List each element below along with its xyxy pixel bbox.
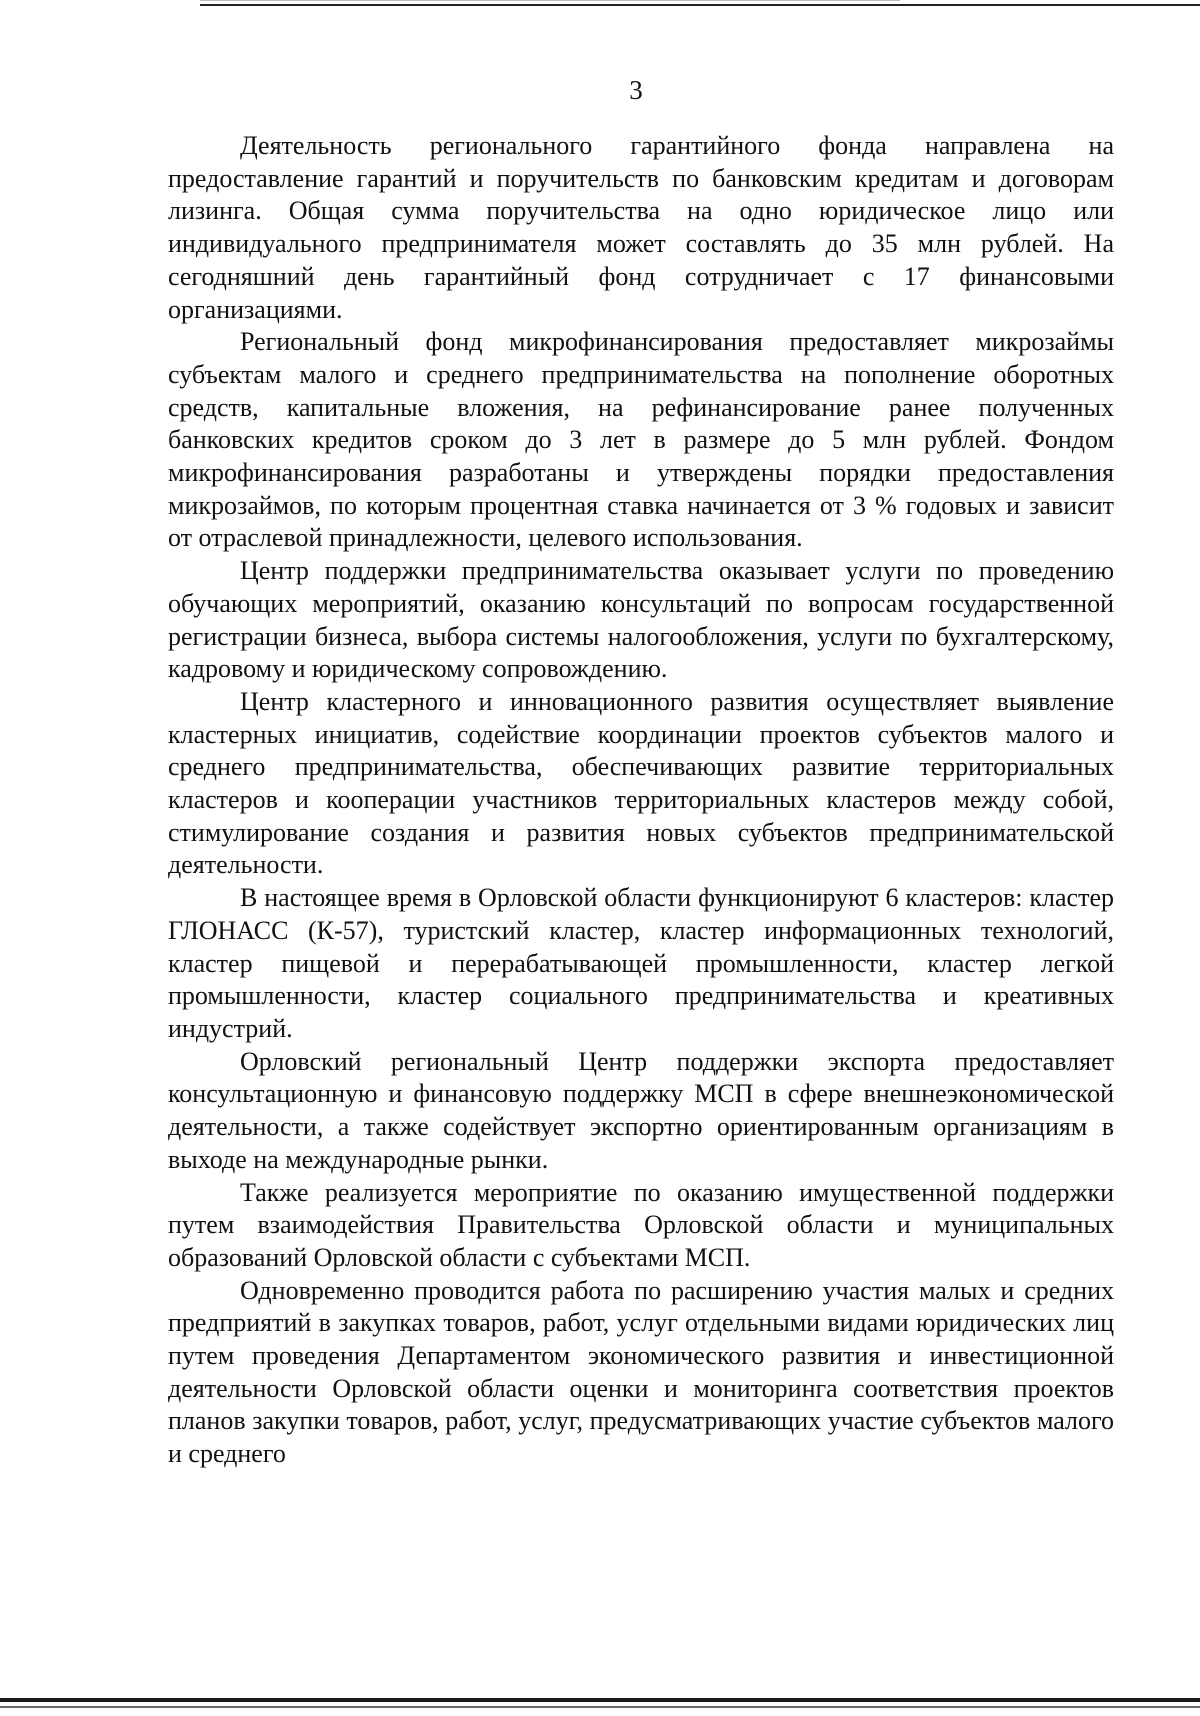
scan-top-edge [200, 4, 1200, 6]
paragraph-guarantee-fund: Деятельность регионального гарантийного фонда направлена на предоставление гарантий и поручительств по банковским кредитам и договорам лизинга. Общая сумма поручительства на одно юридическое лицо или индивидуального предпринимателя может составлять до 35 млн рублей. На сегодняшний день гарантийный фонд сотрудничает с 17 финансовыми организациями. [168, 131, 1114, 324]
paragraph-business-support-center: Центр поддержки предпринимательства оказывает услуги по проведению обучающих мероприятий, оказанию консультаций по вопросам государственной регистрации бизнеса, выбора системы налогообложения, услуги по бухгалтерскому, кадровому и юридическому сопровождению. [168, 556, 1114, 684]
scan-bottom-edge [0, 1698, 1200, 1702]
scan-top-edge-faint [200, 0, 900, 1]
paragraph-regional-clusters: В настоящее время в Орловской области функционируют 6 кластеров: кластер ГЛОНАСС (К-57), туристский кластер, кластер информационных технологий, кластер пищевой и перерабатывающей промышленности, кластер легкой промышленности, кластер социального предпринимательства и креативных индустрий. [168, 883, 1114, 1043]
page-number: 3 [629, 75, 643, 105]
paragraph-cluster-innovation-center: Центр кластерного и инновационного развития осуществляет выявление кластерных инициатив, содействие координации проектов субъектов малого и среднего предпринимательства, обеспечивающих развитие территориальных кластеров и кооперации участников территориальных кластеров между собой, стимулирование создания и развития новых субъектов предпринимательской деятельности. [168, 686, 1114, 880]
scan-bottom-edge-faint [0, 1706, 1200, 1708]
body-text [168, 130, 1114, 1471]
paragraph-export-support-center: Орловский региональный Центр поддержки экспорта предоставляет консультационную и финансовую поддержку МСП в сфере внешнеэкономической деятельности, а также содействует экспортно ориентированным организациям в выходе на международные рынки. [168, 1046, 1114, 1174]
paragraph-microfinance-fund: Региональный фонд микрофинансирования предоставляет микрозаймы субъектам малого и среднего предпринимательства на пополнение оборотных средств, капитальные вложения, на рефинансирование ранее полученных банковских кредитов сроком до 3 лет в размере до 5 млн рублей. Фондом микрофинансирования разработаны и утверждены порядки предоставления микрозаймов, по которым процентная ставка начинается от 3 % годовых и зависит от отраслевой принадлежности, целевого использования. [168, 327, 1114, 553]
paragraph-property-support: Также реализуется мероприятие по оказанию имущественной поддержки путем взаимодействия Правительства Орловской области и муниципальных образований Орловской области с субъектами МСП. [168, 1177, 1114, 1272]
paragraph-procurement-participation: Одновременно проводится работа по расширению участия малых и средних предприятий в закупках товаров, работ, услуг отдельными видами юридических лиц путем проведения Департаментом экономического развития и инвестиционной деятельности Орловской области оценки и мониторинга соответствия проектов планов закупки товаров, работ, услуг, предусматривающих участие субъектов малого и среднего [168, 1275, 1114, 1469]
